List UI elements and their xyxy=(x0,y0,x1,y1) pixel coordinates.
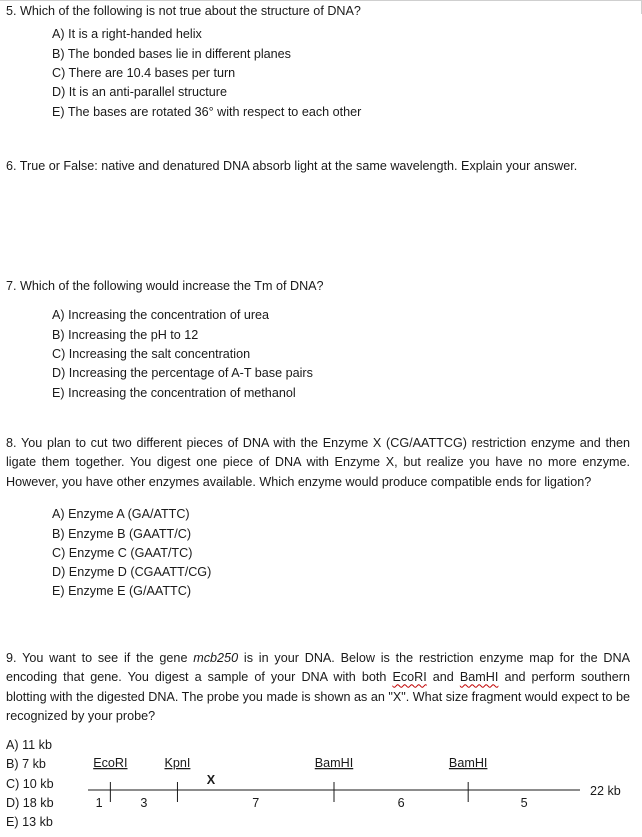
option-c: C) There are 10.4 bases per turn xyxy=(52,66,236,80)
site-label-2: KpnI xyxy=(164,756,191,770)
question-7-stem: 7. Which of the following would increase the Tm of DNA? xyxy=(6,279,324,293)
segment-length-2: 3 xyxy=(140,796,148,810)
question-9 xyxy=(6,649,630,727)
option-e: E) Enzyme E (G/AATTC) xyxy=(52,584,192,599)
option-a: A) 11 kb xyxy=(6,738,52,752)
option-d: D) 18 kb xyxy=(6,795,54,810)
option-a: A) Enzyme A (GA/ATTC) xyxy=(52,507,190,522)
option-d: D) Increasing the percentage of A-T base pairs xyxy=(52,366,313,381)
question-8-stem: 8. You plan to cut two different pieces of DNA with the Enzyme X (CG/AATTCG) restriction enzyme and then ligate them together. You digest one piece of DNA with Enzyme X, but realize you have no more enzyme. However, you have other enzymes available. Which enzyme would produce compatible ends for ligation? xyxy=(6,436,630,489)
segment-length-5: 5 xyxy=(520,796,528,810)
question-7 xyxy=(6,277,630,403)
question-5-options xyxy=(52,25,630,121)
site-label-4: BamHI xyxy=(448,756,488,770)
segment-length-3: 7 xyxy=(252,796,260,810)
question-8 xyxy=(6,434,630,602)
question-8-options xyxy=(52,505,630,601)
page-top-border xyxy=(0,0,642,1)
option-b: B) Increasing the pH to 12 xyxy=(52,327,199,342)
option-d: D) It is an anti-parallel structure xyxy=(52,85,227,100)
option-a: A) Increasing the concentration of urea xyxy=(52,308,270,323)
option-d: D) Enzyme D (CGAATT/CG) xyxy=(52,565,212,580)
question-6 xyxy=(6,157,630,176)
question-9-stem-part-3: and xyxy=(426,670,460,685)
question-7-options xyxy=(52,306,630,402)
question-9-stem-part-1: 9. You want to see if the gene xyxy=(6,651,194,665)
probe-marker: X xyxy=(206,773,216,787)
question-5 xyxy=(6,2,630,122)
total-length-label: 22 kb xyxy=(590,784,621,798)
option-b: B) 7 kb xyxy=(6,757,46,772)
enzyme-name-2: BamHI xyxy=(459,670,499,685)
question-5-stem: 5. Which of the following is not true about the structure of DNA? xyxy=(6,4,361,18)
option-a: A) It is a right-handed helix xyxy=(52,27,202,42)
enzyme-name-1: EcoRI xyxy=(392,670,427,685)
option-c: C) Increasing the salt concentration xyxy=(52,347,251,361)
site-label-3: BamHI xyxy=(314,756,354,770)
option-e: E) The bases are rotated 36° with respect to each other xyxy=(52,104,362,119)
option-c: C) Enzyme C (GAAT/TC) xyxy=(52,545,193,560)
option-e: E) Increasing the concentration of methanol xyxy=(52,385,296,400)
question-9-stem-part-2: is in your DNA. Below is the restriction enzyme map for the DNA encoding that gene. You digest a sample of your DNA with both xyxy=(6,651,630,685)
segment-length-4: 6 xyxy=(397,796,405,810)
option-c: C) 10 kb xyxy=(6,776,54,791)
site-label-1: EcoRI xyxy=(93,756,128,770)
segment-length-1: 1 xyxy=(95,796,103,810)
restriction-map xyxy=(0,740,642,837)
question-9-stem xyxy=(6,649,630,727)
option-b: B) Enzyme B (GAATT/C) xyxy=(52,526,192,541)
question-6-stem: 6. True or False: native and denatured DNA absorb light at the same wavelength. Explain your answer. xyxy=(6,159,578,173)
option-b: B) The bonded bases lie in different planes xyxy=(52,46,291,61)
question-9-stem-part-4: and perform southern blotting with the digested DNA. The probe you made is shown as an "X". What size fragment would expect to be recognized by your probe? xyxy=(6,670,630,724)
gene-name: mcb250 xyxy=(193,651,239,665)
option-e: E) 13 kb xyxy=(6,815,53,830)
